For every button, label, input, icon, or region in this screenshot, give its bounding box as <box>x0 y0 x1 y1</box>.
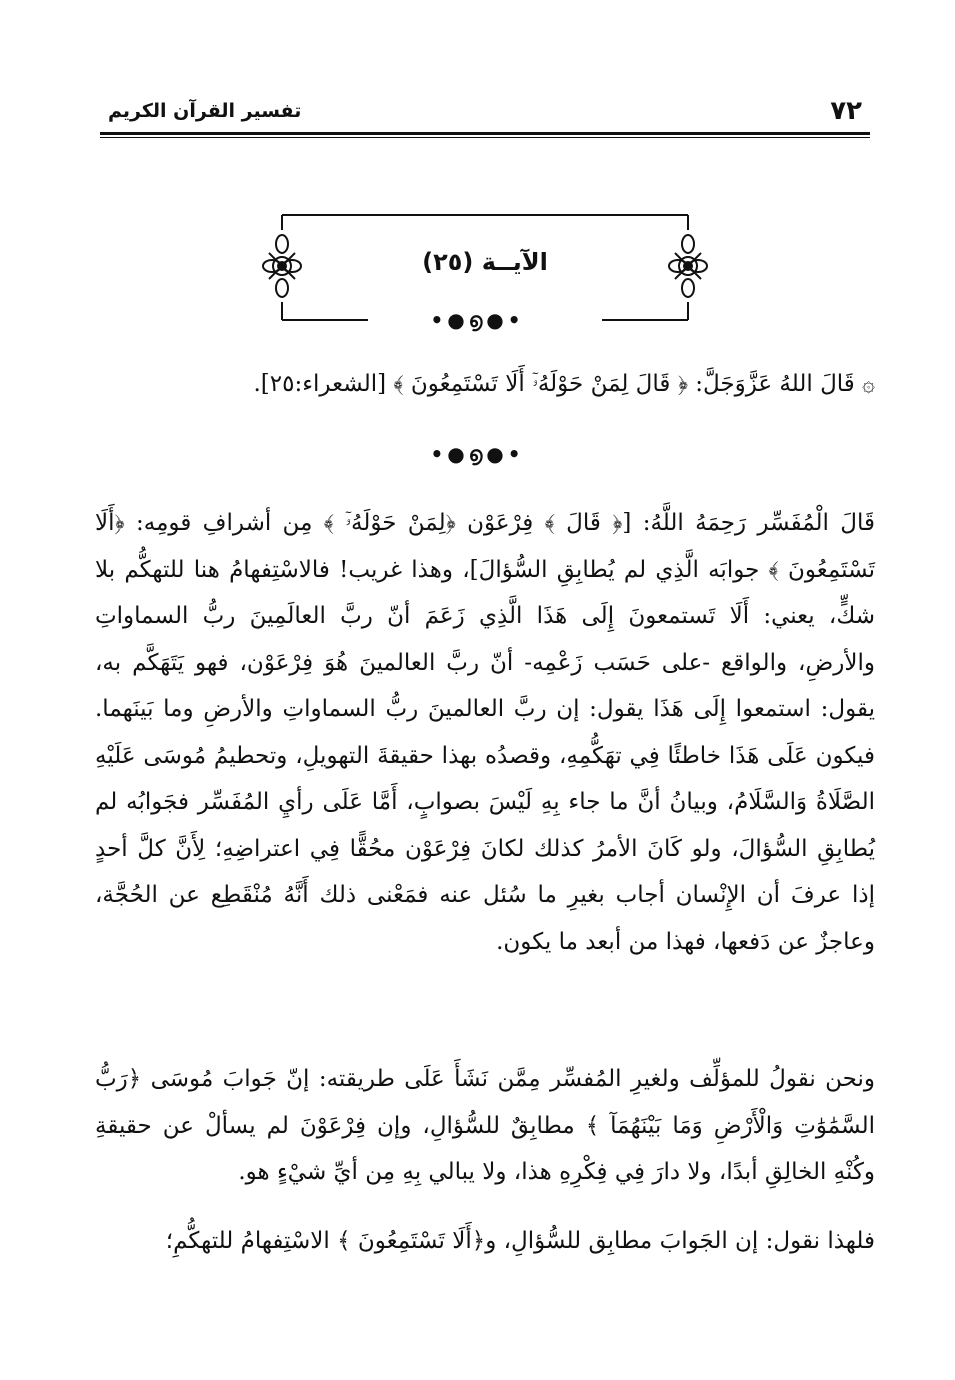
running-title: تفسير القرآن الكريم <box>108 100 302 122</box>
ornamental-divider: •●൭●• <box>430 308 525 332</box>
verse-heading: الآيــة (٢٥) <box>422 248 548 276</box>
commentary-paragraph-1: قَالَ الْمُفَسِّر رَحِمَهُ اللَّهُ: [﴿ قَالَ ﴾ فِرْعَوْن ﴿لِمَنْ حَوْلَهُۥٓ ﴾ مِن أشرافِ قومِه: ﴿أَلَا تَسْتَمِعُونَ ﴾ جوابَه الَّذِي لم يُطابِقِ السُّؤالَ]، وهذا غريب! فالاسْتِفهامُ هنا للتهكُّم بلا شكٍّ، يعني: أَلَا تَستمعونَ إِلَى هَذَا الَّذِي زَعَمَ أنّ ربَّ العالَمِينَ ربُّ السماواتِ والأرضِ، والواقع -على حَسَب زَعْمِه- أنّ ربَّ العالمينَ هُوَ فِرْعَوْن، فهو يَتَهَكَّم به، يقول: استمعوا إِلَى هَذَا يقول: إن ربَّ العالمينَ ربُّ السماواتِ والأرضِ وما بَينَهما. فيكون عَلَى هَذَا خاطئًا فِي تهَكُّمِهِ، وقصدُه بهذا حقيقةَ التهويلِ، وتحطيمُ مُوسَى عَلَيْهِ الصَّلَاةُ وَالسَّلَامُ، وبيانُ أنَّ ما جاء بِهِ لَيْسَ بصوابٍ، أَمَّا عَلَى رأيِ المُفَسِّر فجَوابُه لم يُطابِقِ السُّؤالَ، ولو كَانَ الأمرُ كذلك لكانَ فِرْعَوْن محُقًّا فِي اعتراضِهِ؛ لِأَنَّ كلَّ أحدٍ إذا عرفَ أن الإِنْسان أجاب بغيرِ ما سُئل عنه فمَعْنى ذلك أَنَّهُ مُنْقَطِع عن الحُجَّة، وعاجزٌ عن دَفعها، فهذا من أبعد ما يكون. <box>95 510 875 955</box>
commentary-paragraph-3: فلهذا نقول: إن الجَوابَ مطابِق للسُّؤالِ، و﴿أَلَا تَسْتَمِعُونَ ﴾ الاسْتِفهامُ للتهكُّمِ؛ <box>165 1228 875 1254</box>
page-number: ٧٢ <box>830 96 862 126</box>
ornamental-divider-2: •●൭●• <box>430 442 525 466</box>
header-rule-thin <box>100 137 870 138</box>
header-rule <box>100 132 870 135</box>
rub-el-hizb-icon: ۞ <box>862 372 875 397</box>
page-header <box>100 94 870 134</box>
verse-intro-text: قَالَ اللهُ عَزَّوَجَلَّ: ﴿ قَالَ لِمَنْ حَوْلَهُۥٓ أَلَا تَسْتَمِعُونَ ﴾ [الشعراء:٢٥]. <box>253 371 855 397</box>
verse-intro <box>95 366 875 403</box>
commentary-paragraph-2: ونحن نقولُ للمؤلِّف ولغيرِ المُفسِّر مِمَّن نَشَأَ عَلَى طريقته: إنّ جَوابَ مُوسَى ﴿رَبُّ السَّمَٰوَٰتِ وَالْأَرْضِ وَمَا بَيْنَهُمَآ ﴾ مطابِقٌ للسُّؤالِ، وإن فِرْعَوْنَ لم يسألْ عن حقيقةِ وكُنْهِ الخالِقِ أبدًا، ولا دارَ فِي فِكْرِهِ هذا، ولا يبالي بِهِ مِن أيِّ شيْءٍ هو. <box>95 1066 875 1185</box>
